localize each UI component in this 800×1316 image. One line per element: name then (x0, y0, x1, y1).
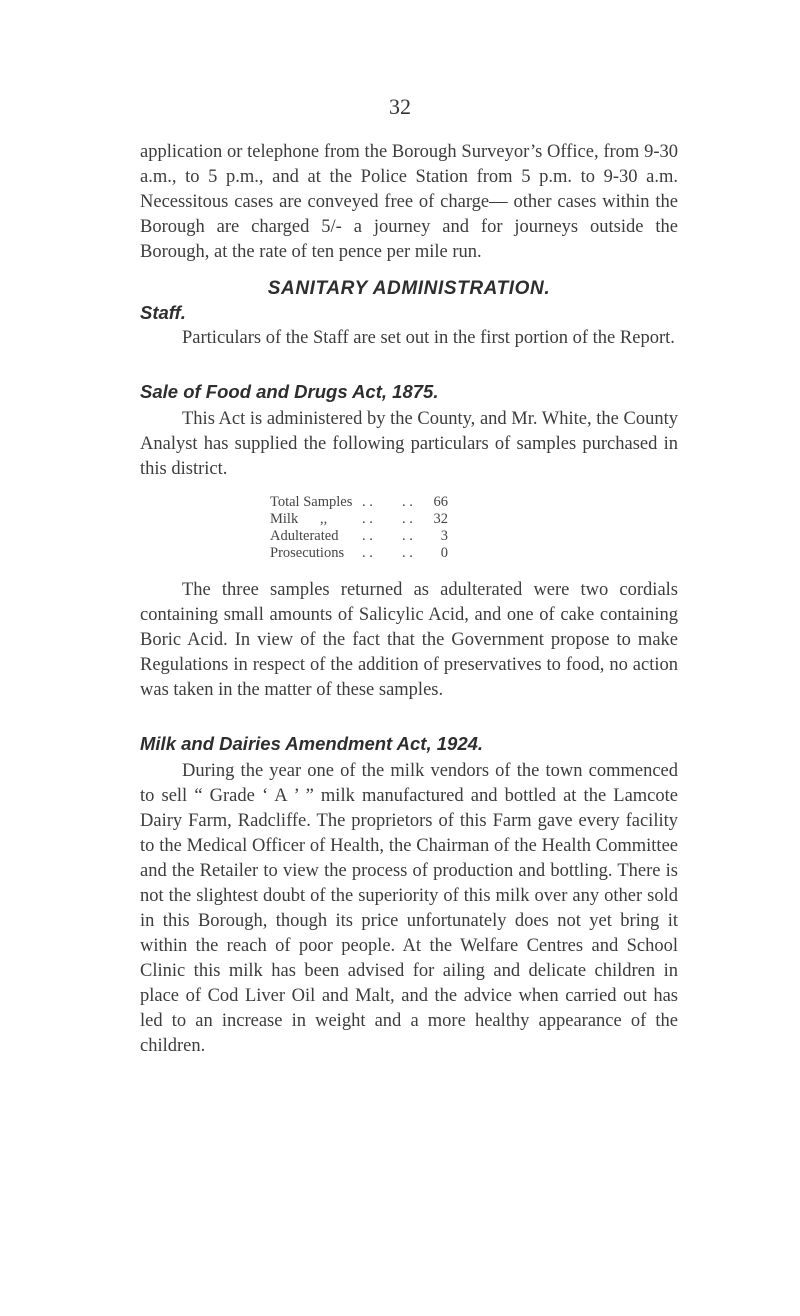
row-leader: . . (402, 528, 413, 544)
staff-heading: Staff. (140, 302, 186, 323)
adulterated-samples-paragraph: The three samples returned as adulterated were two cordials containing small amounts of Salicylic Acid, and one of cake containing Boric Acid. In view of the fact that the Government propose to make Regulations in respect of the addition of preservatives to food, no action was taken in the matter of these samples. (140, 580, 678, 700)
table-row (270, 494, 448, 511)
row-label: Total Samples (270, 494, 353, 510)
milk-dairies-paragraph: During the year one of the milk vendors of the town commenced to sell “ Grade ‘ A ’ ” milk manufactured and bottled at the Lamcote Dairy Farm, Radcliffe. The proprietors of this Farm gave every facility to the Medical Officer of Health, the Chairman of the Health Committee and the Retailer to view the process of production and bottling. There is not the slightest doubt of the superiority of this milk over any other sold in this Borough, though its price unfortunately does not yet bring it within the reach of poor people. At the Welfare Centres and School Clinic this milk has been advised for ailing and delicate children in place of Cod Liver Oil and Malt, and the advice when carried out has led to an increase in weight and a more healthy appearance of the children. (140, 761, 678, 1056)
row-value: 3 (440, 528, 448, 544)
row-leader: . . (402, 545, 413, 561)
row-value: 66 (433, 494, 448, 510)
page-content (140, 140, 678, 1059)
row-leader: . . (362, 511, 373, 527)
samples-table (270, 494, 448, 562)
table-row (270, 511, 448, 528)
row-value: 32 (433, 511, 448, 527)
sale-of-food-paragraph: This Act is administered by the County, and Mr. White, the County Analyst has supplied the following particulars of samples purchased in this district. (140, 409, 678, 479)
row-value: 0 (440, 545, 448, 561)
row-leader: . . (362, 494, 373, 510)
row-label: Milk ,, (270, 511, 328, 527)
row-label: Prosecutions (270, 545, 345, 561)
row-leader: . . (362, 545, 373, 561)
milk-dairies-heading: Milk and Dairies Amendment Act, 1924. (140, 733, 484, 754)
intro-paragraph: application or telephone from the Borough Surveyor’s Office, from 9-30 a.m., to 5 p.m., and at the Police Station from 5 p.m. to 9-30 a.m. Necessitous cases are conveyed free of charge— other cases within the Borough are charged 5/- a journey and for journeys outside the Borough, at the rate of ten pence per mile run. (140, 142, 678, 262)
section-title: SANITARY ADMINISTRATION. (267, 278, 551, 299)
row-label: Adulterated (270, 528, 339, 544)
sale-of-food-heading: Sale of Food and Drugs Act, 1875. (140, 381, 439, 402)
row-leader: . . (402, 511, 413, 527)
staff-paragraph: Particulars of the Staff are set out in the first portion of the Report. (182, 328, 675, 348)
page-number: 32 (389, 94, 411, 119)
table-row (270, 528, 448, 545)
row-leader: . . (402, 494, 413, 510)
row-leader: . . (362, 528, 373, 544)
table-row (270, 545, 448, 562)
